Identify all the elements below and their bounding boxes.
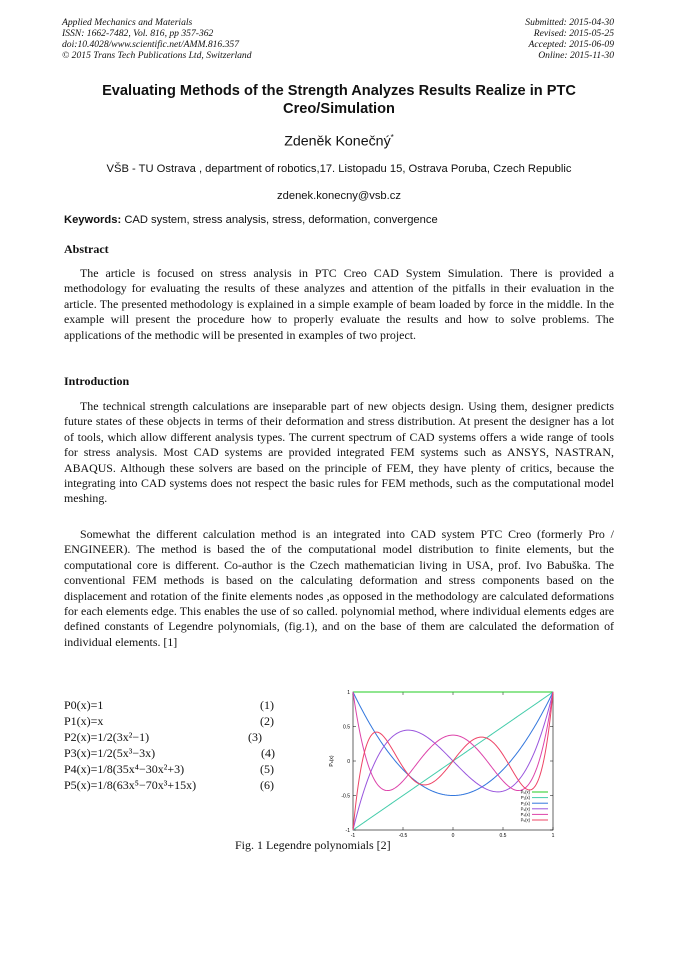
equation-formula: P2(x)=1/2(3x²−1)	[64, 730, 150, 744]
y-tick-label: -1	[345, 827, 350, 834]
y-tick-label: -0.5	[341, 793, 350, 800]
equation-row	[64, 713, 294, 729]
accepted-date: Accepted: 2015-06-09	[528, 39, 614, 50]
equation-number: (4)	[261, 746, 275, 760]
y-axis-label: Pₙ(x)	[329, 755, 335, 767]
legend-label: P₂(x)	[520, 800, 530, 806]
y-tick-label: 1	[347, 689, 350, 696]
equation-row	[64, 761, 294, 777]
author-line	[0, 133, 678, 150]
journal-header	[62, 17, 252, 61]
x-tick-label: 0.5	[499, 833, 507, 838]
affiliation: VŠB - TU Ostrava , department of robotics,17. Listopadu 15, Ostrava Poruba, Czech Republic	[106, 163, 572, 175]
y-tick-label: 0	[347, 758, 350, 765]
author-name: Zdeněk Konečný	[284, 133, 391, 150]
figure-caption: Fig. 1 Legendre polynomials [2]	[235, 838, 391, 852]
legend-label: P₄(x)	[520, 812, 530, 817]
keywords-label: Keywords:	[64, 214, 122, 226]
equation-formula: P0(x)=1	[64, 698, 104, 712]
equation-formula: P5(x)=1/8(63x⁵−70x³+15x)	[64, 778, 197, 792]
x-tick-label: -0.5	[398, 833, 408, 838]
equation-formula: P1(x)=x	[64, 714, 104, 728]
legend-label: P₅(x)	[520, 817, 530, 823]
dates-header	[525, 17, 614, 61]
intro-paragraph-2: Somewhat the different calculation method is an integrated into CAD system PTC Creo (formerly Pro / ENGINEER). The method is based the of the computational model distribution to finite elements, but the computational core is different. Co-author is the Czech mathematician living in USA, prof. Ivo Babuška. The conventional FEM methods is based on the calculating deformation and stress components based on the displacement and rotation of the finite elements nodes ,as opposed in the methodology are calculated deformations for each elements edge. This enables the use of so called. polynomial method, where individual elements edges are defined constants of Legendre polynomials, (fig.1), and on the base of them are calculated the deformation of individual elements. [1]	[64, 527, 614, 649]
equation-row	[64, 729, 294, 745]
series-line	[353, 692, 553, 796]
equation-number: (2)	[260, 714, 274, 728]
series-line	[353, 692, 553, 791]
intro-paragraph-1: The technical strength calculations are inseparable part of new objects design. Using them, designer predicts future states of these objects in terms of their deformation and stress distribution. At present the designer has a lot of tools, which allow different analysis types. The current spectrum of CAD systems offers a wide range of tools for stress analysis. Most CAD systems are provided integrated FEM systems such as ANSYS, NASTRAN, ABAQUS. Although these solvers are based on the principle of FEM, they have plenty of critics, because the integrating into CAD systems does not respect the basic rules for FEM methods, such as the computational model meshing.	[64, 399, 614, 506]
submitted-date: Submitted: 2015-04-30	[525, 17, 614, 28]
equation-number: (3)	[248, 730, 262, 744]
revised-date: Revised: 2015-05-25	[533, 28, 614, 39]
intro-heading: Introduction	[64, 374, 130, 388]
legendre-polynomials-chart	[324, 684, 564, 838]
abstract-heading: Abstract	[64, 242, 109, 256]
x-tick-label: -1	[350, 833, 356, 838]
x-tick-label: 0	[451, 833, 455, 838]
equation-row	[64, 745, 294, 761]
legend-label: P₁(x)	[520, 795, 530, 801]
legend-label: P₃(x)	[520, 806, 530, 812]
equation-formula: P4(x)=1/8(35x⁴−30x²+3)	[64, 762, 185, 776]
legend-label: P₀(x)	[520, 789, 530, 795]
y-tick-label: 0.5	[343, 724, 350, 731]
keywords	[64, 214, 616, 226]
equation-row	[64, 777, 294, 793]
keywords-text: CAD system, stress analysis, stress, deformation, convergence	[124, 214, 438, 226]
equation-formula: P3(x)=1/2(5x³−3x)	[64, 746, 156, 760]
doi-line: doi:10.4028/www.scientific.net/AMM.816.357	[62, 39, 240, 50]
abstract-text: The article is focused on stress analysis in PTC Creo CAD System Simulation. There is provided a methodology for evaluating the results of these analyzes and attention of the pitfalls in their evaluation in the article. The presented methodology is explained in a simple example of beam loaded by force in the middle. In the example will present the procedure how to properly evaluate the results and how to solve problems. The applications of the methodic will be presented in examples of two project.	[64, 266, 614, 342]
issn-line: ISSN: 1662-7482, Vol. 816, pp 357-362	[62, 28, 214, 39]
equation-number: (1)	[260, 698, 274, 712]
equation-number: (5)	[260, 762, 274, 776]
equation-number: (6)	[260, 778, 274, 792]
copyright-line: © 2015 Trans Tech Publications Ltd, Switzerland	[62, 50, 252, 61]
author-mark: *	[390, 133, 394, 142]
x-tick-label: 1	[551, 833, 555, 838]
paper-title: Evaluating Methods of the Strength Analyzes Results Realize in PTC Creo/Simulation	[102, 83, 576, 117]
equation-list	[64, 697, 294, 793]
equation-row	[64, 697, 294, 713]
author-email[interactable]: zdenek.konecny@vsb.cz	[277, 190, 401, 202]
journal-name: Applied Mechanics and Materials	[62, 17, 193, 28]
online-date: Online: 2015-11-30	[538, 50, 614, 61]
